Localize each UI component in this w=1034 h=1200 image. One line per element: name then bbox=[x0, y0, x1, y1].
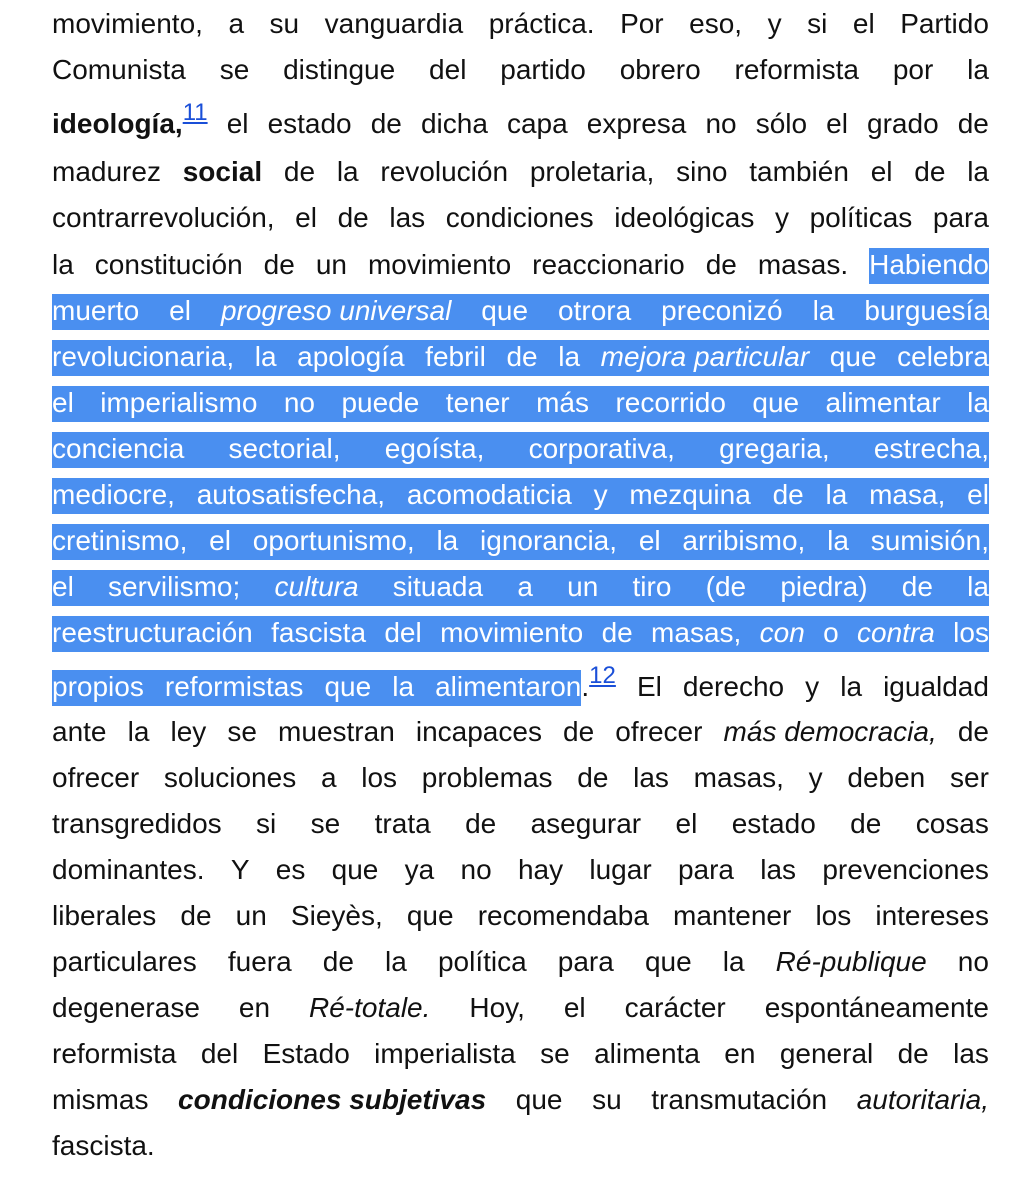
word: la bbox=[827, 525, 849, 556]
word: revolucionaria, bbox=[52, 341, 235, 372]
word: reformistas bbox=[164, 671, 304, 702]
word: los bbox=[953, 617, 989, 648]
word: que bbox=[644, 946, 692, 977]
word: madurez bbox=[52, 156, 161, 187]
word: derecho bbox=[682, 671, 785, 702]
word: ser bbox=[950, 762, 989, 793]
word: apología bbox=[297, 341, 405, 372]
word: tener bbox=[445, 387, 510, 418]
word: prevenciones bbox=[822, 854, 989, 885]
word: Sieyès, bbox=[290, 900, 383, 931]
word: ofrecer bbox=[615, 716, 703, 747]
word: contrarrevolución, bbox=[52, 202, 275, 233]
word: mismas bbox=[52, 1084, 149, 1115]
word: movimiento, bbox=[52, 8, 203, 39]
word: el bbox=[52, 387, 74, 418]
word: política bbox=[437, 946, 527, 977]
text-line bbox=[52, 248, 989, 284]
word: corporativa, bbox=[528, 433, 675, 464]
word: estrecha, bbox=[873, 433, 989, 464]
word: y bbox=[593, 479, 608, 510]
word: la bbox=[722, 946, 745, 977]
word: obrero bbox=[619, 54, 701, 85]
text-line bbox=[52, 99, 989, 144]
word: las bbox=[633, 762, 669, 793]
word: de bbox=[180, 900, 212, 931]
word: con bbox=[759, 617, 805, 648]
word: ya bbox=[404, 854, 435, 885]
word: más bbox=[536, 387, 589, 418]
word: de bbox=[465, 808, 497, 839]
word: autoritaria, bbox=[856, 1084, 989, 1115]
word: sólo bbox=[755, 108, 808, 139]
word: es bbox=[275, 854, 306, 885]
word: el bbox=[870, 156, 893, 187]
word: la bbox=[436, 525, 459, 556]
word: el bbox=[295, 202, 317, 233]
word: burguesía bbox=[864, 295, 989, 326]
word: alimentar bbox=[825, 387, 941, 418]
word: degenerase bbox=[52, 992, 200, 1023]
word: el bbox=[675, 808, 698, 839]
word: la bbox=[812, 295, 835, 326]
word: progreso universal bbox=[220, 295, 452, 326]
word: Y bbox=[230, 854, 250, 885]
word: de bbox=[957, 716, 989, 747]
word: Partido bbox=[900, 8, 989, 39]
word: o bbox=[823, 617, 839, 648]
word: el bbox=[226, 108, 249, 139]
word: un bbox=[567, 571, 599, 602]
word: revolución bbox=[380, 156, 509, 187]
word: autosatisfecha, bbox=[196, 479, 386, 510]
word: particulares bbox=[52, 946, 197, 977]
word: Ré-totale. bbox=[309, 992, 431, 1023]
word: si bbox=[807, 8, 828, 39]
word: de bbox=[705, 249, 737, 280]
word: cultura bbox=[274, 571, 359, 602]
word: general bbox=[779, 1038, 874, 1069]
word: alimenta bbox=[594, 1038, 700, 1069]
word: El bbox=[636, 671, 662, 702]
word: Comunista bbox=[52, 54, 186, 85]
word: del bbox=[384, 617, 422, 648]
text-line bbox=[52, 340, 989, 376]
text-line bbox=[52, 992, 989, 1028]
text-line bbox=[52, 662, 989, 706]
word: de bbox=[370, 108, 402, 139]
word: liberales bbox=[52, 900, 157, 931]
text-line bbox=[52, 294, 989, 330]
word: condiciones bbox=[445, 202, 594, 233]
word: mejora particular bbox=[600, 341, 810, 372]
word: acomodaticia bbox=[406, 479, 572, 510]
text-line bbox=[52, 156, 989, 192]
text-line bbox=[52, 386, 989, 422]
word: trata bbox=[374, 808, 431, 839]
word: reformista bbox=[734, 54, 859, 85]
word: a bbox=[228, 8, 245, 39]
word: febril bbox=[425, 341, 486, 372]
word: gregaria, bbox=[719, 433, 830, 464]
word: mezquina bbox=[629, 479, 751, 510]
footnote-link[interactable]: 11 bbox=[182, 99, 208, 126]
word: de bbox=[263, 249, 295, 280]
word: políticas bbox=[809, 202, 913, 233]
word: de bbox=[601, 617, 633, 648]
word: de bbox=[337, 202, 369, 233]
word: a bbox=[320, 762, 337, 793]
word: vanguardia bbox=[324, 8, 464, 39]
word: para bbox=[557, 946, 614, 977]
word: fascista. bbox=[52, 1130, 155, 1161]
text-line bbox=[52, 570, 989, 606]
word: su bbox=[269, 8, 300, 39]
word: ante bbox=[52, 716, 107, 747]
word: ideología,11 bbox=[52, 99, 208, 139]
word: más democracia, bbox=[723, 716, 937, 747]
word: masas, bbox=[651, 617, 742, 648]
text-line bbox=[52, 54, 989, 90]
text-line bbox=[52, 1130, 989, 1166]
text-line bbox=[52, 1038, 989, 1074]
word: eso, bbox=[689, 8, 743, 39]
word: otrora bbox=[558, 295, 632, 326]
word: proletaria, bbox=[529, 156, 655, 187]
text-line bbox=[52, 808, 989, 844]
word: transgredidos bbox=[52, 808, 222, 839]
word: tiro bbox=[632, 571, 672, 602]
word: sumisión, bbox=[870, 525, 989, 556]
word: se bbox=[219, 54, 250, 85]
word: la bbox=[254, 341, 277, 372]
word: de bbox=[563, 716, 595, 747]
word: la bbox=[825, 479, 848, 510]
footnote-link[interactable]: 12 bbox=[589, 662, 616, 689]
word: partido bbox=[500, 54, 586, 85]
word: el bbox=[826, 108, 848, 139]
word: dominantes. bbox=[52, 854, 205, 885]
text-line bbox=[52, 854, 989, 890]
word: egoísta, bbox=[384, 433, 485, 464]
word: muestran bbox=[278, 716, 395, 747]
word: la bbox=[385, 946, 407, 977]
word: hay bbox=[517, 854, 564, 885]
word: la bbox=[336, 156, 359, 187]
word: del bbox=[200, 1038, 239, 1069]
word: reformista bbox=[52, 1038, 177, 1069]
word: oportunismo, bbox=[252, 525, 415, 556]
word: de bbox=[897, 1038, 929, 1069]
word: las bbox=[389, 202, 426, 233]
word: las bbox=[760, 854, 797, 885]
word: la bbox=[558, 341, 581, 372]
word: a bbox=[517, 571, 533, 602]
word: ignorancia, bbox=[480, 525, 618, 556]
word: el bbox=[52, 571, 74, 602]
word: se bbox=[310, 808, 341, 839]
word: cosas bbox=[915, 808, 989, 839]
text-line bbox=[52, 524, 989, 560]
word: un bbox=[235, 900, 267, 931]
word: incapaces bbox=[415, 716, 542, 747]
word: la bbox=[392, 671, 415, 702]
word: situada bbox=[392, 571, 484, 602]
word: cretinismo, bbox=[52, 525, 188, 556]
word: Estado bbox=[262, 1038, 350, 1069]
word: para bbox=[677, 854, 734, 885]
word: por bbox=[892, 54, 934, 85]
text-line bbox=[52, 202, 989, 238]
word: propios bbox=[52, 671, 144, 702]
word: también bbox=[749, 156, 849, 187]
word: los bbox=[815, 900, 852, 931]
word: fuera bbox=[227, 946, 292, 977]
word: y bbox=[808, 762, 823, 793]
word: no bbox=[957, 946, 989, 977]
word: asegurar bbox=[530, 808, 642, 839]
word: puede bbox=[341, 387, 420, 418]
text-line bbox=[52, 1084, 989, 1120]
word: capa bbox=[506, 108, 568, 139]
word: la bbox=[967, 156, 989, 187]
word: no bbox=[705, 108, 737, 139]
word: fascista bbox=[271, 617, 367, 648]
word: recorrido bbox=[615, 387, 726, 418]
text-line bbox=[52, 762, 989, 798]
word: ley bbox=[170, 716, 207, 747]
word: masas. bbox=[757, 249, 849, 280]
word: social bbox=[182, 156, 263, 187]
word: grado bbox=[867, 108, 939, 139]
word: arribismo, bbox=[682, 525, 806, 556]
word: la bbox=[967, 571, 989, 602]
text-line bbox=[52, 900, 989, 936]
word: preconizó bbox=[661, 295, 783, 326]
word: que bbox=[829, 341, 877, 372]
word: ofrecer bbox=[52, 762, 140, 793]
word: de bbox=[577, 762, 609, 793]
word: igualdad bbox=[883, 671, 989, 702]
word: que bbox=[752, 387, 800, 418]
word: sino bbox=[676, 156, 728, 187]
word: masas, bbox=[693, 762, 784, 793]
word: de bbox=[914, 156, 946, 187]
text-line bbox=[52, 478, 989, 514]
word: el bbox=[852, 8, 875, 39]
word: se bbox=[227, 716, 257, 747]
text-line bbox=[52, 946, 989, 982]
word: piedra) bbox=[780, 571, 868, 602]
word: estado bbox=[731, 808, 816, 839]
word: mediocre, bbox=[52, 479, 175, 510]
word: que bbox=[324, 671, 372, 702]
word: la bbox=[840, 671, 863, 702]
word: el bbox=[169, 295, 191, 326]
word: problemas bbox=[421, 762, 553, 793]
word: de bbox=[772, 479, 804, 510]
text-line bbox=[52, 432, 989, 468]
word: Hoy, bbox=[469, 992, 525, 1023]
word: para bbox=[932, 202, 989, 233]
word: mantener bbox=[673, 900, 792, 931]
word: constitución bbox=[94, 249, 243, 280]
word: estado bbox=[267, 108, 352, 139]
word: de bbox=[322, 946, 354, 977]
word: la bbox=[967, 387, 989, 418]
word: expresa bbox=[586, 108, 687, 139]
word: contra bbox=[857, 617, 935, 648]
word: que bbox=[515, 1084, 563, 1115]
word: distingue bbox=[283, 54, 396, 85]
word: su bbox=[592, 1084, 622, 1115]
word: reestructuración bbox=[52, 617, 253, 648]
word: de bbox=[850, 808, 882, 839]
word: ideológicas bbox=[614, 202, 755, 233]
word: de bbox=[957, 108, 989, 139]
word: del bbox=[429, 54, 467, 85]
word: no bbox=[460, 854, 492, 885]
word: servilismo; bbox=[108, 571, 241, 602]
word: que bbox=[481, 295, 529, 326]
word: transmutación bbox=[651, 1084, 828, 1115]
word: en bbox=[724, 1038, 756, 1069]
word: Habiendo bbox=[869, 249, 989, 280]
word: conciencia bbox=[52, 433, 185, 464]
word: que bbox=[331, 854, 379, 885]
word: condiciones subjetivas bbox=[178, 1084, 487, 1115]
word: que bbox=[406, 900, 454, 931]
word: el bbox=[563, 992, 586, 1023]
word: (de bbox=[705, 571, 747, 602]
word: lugar bbox=[589, 854, 652, 885]
text-line bbox=[52, 8, 989, 44]
word: la bbox=[127, 716, 150, 747]
word: soluciones bbox=[163, 762, 297, 793]
word: los bbox=[361, 762, 398, 793]
word: deben bbox=[847, 762, 926, 793]
word: sectorial, bbox=[228, 433, 341, 464]
word: espontáneamente bbox=[764, 992, 989, 1023]
word: movimiento bbox=[367, 249, 512, 280]
word: el bbox=[638, 525, 661, 556]
text-line bbox=[52, 716, 989, 752]
word: movimiento bbox=[440, 617, 584, 648]
word: intereses bbox=[875, 900, 989, 931]
word: Ré-publique bbox=[775, 946, 927, 977]
word: el bbox=[967, 479, 989, 510]
word: reaccionario bbox=[532, 249, 685, 280]
word: si bbox=[256, 808, 277, 839]
word: y bbox=[767, 8, 782, 39]
word: la bbox=[52, 249, 74, 280]
word: imperialismo bbox=[100, 387, 258, 418]
word: carácter bbox=[624, 992, 726, 1023]
word: un bbox=[315, 249, 347, 280]
word: el bbox=[209, 525, 231, 556]
text-line bbox=[52, 616, 989, 652]
word: Por bbox=[620, 8, 664, 39]
word: las bbox=[953, 1038, 989, 1069]
word: de bbox=[283, 156, 316, 187]
word: dicha bbox=[420, 108, 488, 139]
word: práctica. bbox=[488, 8, 595, 39]
word: celebra bbox=[897, 341, 989, 372]
word: recomendaba bbox=[477, 900, 649, 931]
word: de bbox=[506, 341, 538, 372]
word: no bbox=[283, 387, 316, 418]
word: y bbox=[774, 202, 789, 233]
word: masa, bbox=[869, 479, 946, 510]
word: alimentaron.12 bbox=[435, 662, 616, 702]
word: y bbox=[805, 671, 820, 702]
word: se bbox=[540, 1038, 570, 1069]
word: de bbox=[901, 571, 933, 602]
word: en bbox=[238, 992, 271, 1023]
word: imperialista bbox=[374, 1038, 516, 1069]
word: la bbox=[967, 54, 989, 85]
word: muerto bbox=[52, 295, 140, 326]
